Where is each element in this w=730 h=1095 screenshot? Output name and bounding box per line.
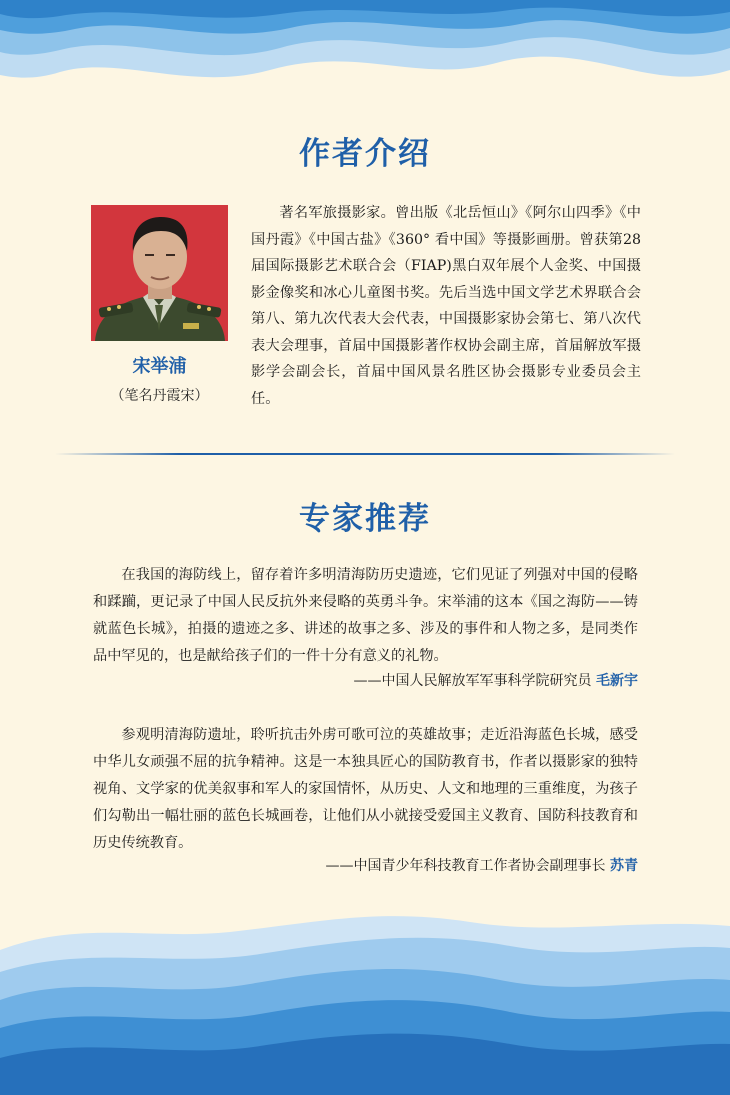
expert-section-title: 专家推荐 [299,501,431,537]
author-bio: 著名军旅摄影家。曾出版《北岳恒山》《阿尔山四季》《中国丹霞》《中国古盐》《360° 看中国》等摄影画册。曾获第28届国际摄影艺术联合会（FIAP)黑白双年展个人金奖、中国摄影金像奖和冰心儿童图书奖。先后当选中国文学艺术界联合会第八、第九次代表大会代表，中国摄影家协会第七、第八次代表大会理事，首届中国摄影著作权协会副主席，首届解放军摄影学会副会长，首届中国风景名胜区协会摄影专业委员会主任。 [251,205,641,407]
recommendation-text: 在我国的海防线上，留存着许多明清海防历史遗迹，它们见证了列强对中国的侵略和蹂躏，更记录了中国人民反抗外来侵略的英勇斗争。宋举浦的这本《国之海防——铸就蓝色长城》，拍摄的遗迹之多、讲述的故事之多、涉及的事件和人物之多，是同类作品中罕见的，也是献给孩子们的一件十分有意义的礼物。 [93,567,638,664]
author-photo [91,205,228,341]
author-section-title: 作者介绍 [299,136,431,172]
author-pen-name: （笔名丹霞宋） [110,388,209,404]
source-title: ——中国青少年科技教育工作者协会副理事长 [325,858,606,874]
author-name: 宋举浦 [132,356,187,377]
source-title: ——中国人民解放军军事科学院研究员 [353,673,592,689]
source-name: 毛新宇 [596,673,638,689]
recommendation-source [354,670,638,690]
recommendation-text: 参观明清海防遗址，聆听抗击外虏可歌可泣的英雄故事；走近沿海蓝色长城，感受中华儿女顽强不屈的抗争精神。这是一本独具匠心的国防教育书，作者以摄影家的独特视角、文学家的优美叙事和军人的家国情怀，从历史、人文和地理的三重维度，为孩子们勾勒出一幅壮丽的蓝色长城画卷，让他们从小就接受爱国主义教育、国防科技教育和历史传统教育。 [93,727,638,851]
section-divider [55,453,675,455]
recommendation-source [326,855,638,875]
source-name: 苏青 [610,858,638,874]
